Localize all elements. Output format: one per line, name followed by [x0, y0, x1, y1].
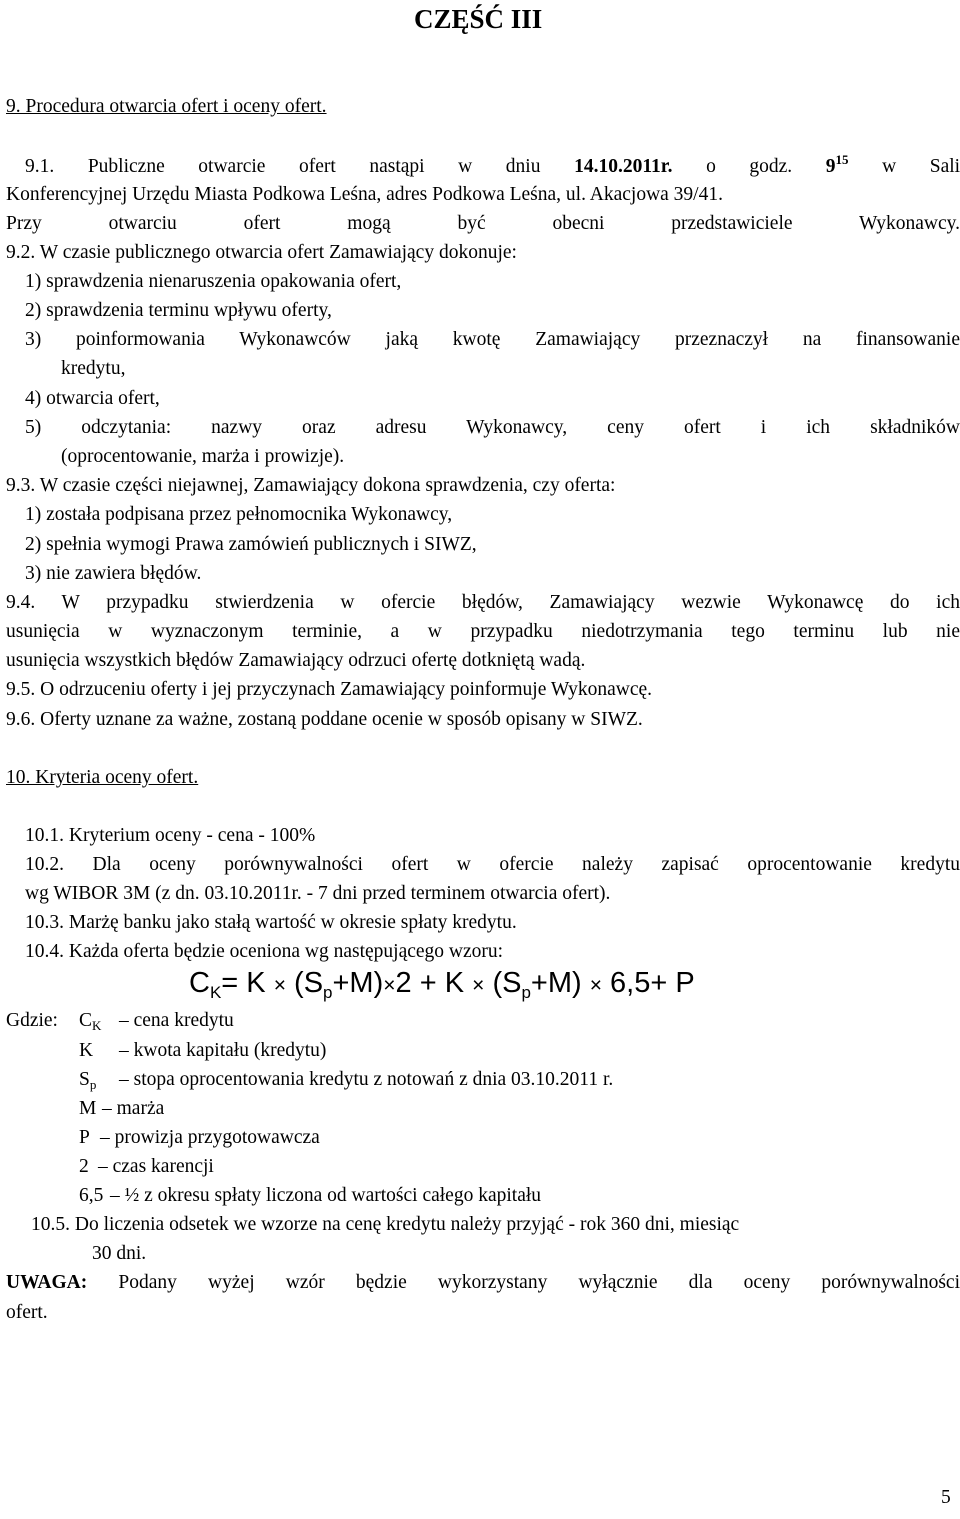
paragraph-10-5-line2: 30 dni.: [92, 1243, 147, 1264]
list-item: 5) odczytania: nazwy oraz adresu Wykonawcy, ceny ofert i ich składników: [25, 417, 960, 438]
section-10-heading: 10. Kryteria oceny ofert.: [6, 767, 199, 788]
page-number: 5: [941, 1487, 951, 1508]
opening-date: 14.10.2011r.: [574, 156, 673, 177]
paragraph-9-3-lead: 9.3. W czasie części niejawnej, Zamawiający dokona sprawdzenia, czy oferta:: [6, 475, 616, 496]
paragraph-10-3: 10.3. Marżę banku jako stałą wartość w okresie spłaty kredytu.: [25, 912, 517, 933]
legend-symbol: 2: [79, 1156, 89, 1177]
price-formula: $C_K= K \times (S_p+M)\times 2 + K \times (S_p+M) \times 6,5+ P$: [189, 967, 695, 1002]
list-item: 1) sprawdzenia nienaruszenia opakowania ofert,: [25, 271, 402, 292]
paragraph-9-4-line1: 9.4. W przypadku stwierdzenia w ofercie błędów, Zamawiający wezwie Wykonawcę do ich: [6, 592, 960, 613]
legend-symbol: K: [79, 1040, 94, 1061]
paragraph-9-4-line3: usunięcia wszystkich błędów Zamawiający odrzuci ofertę dotkniętą wadą.: [6, 650, 586, 671]
legend-description: – ½ z okresu spłaty liczona od wartości całego kapitału: [110, 1185, 542, 1206]
part-title: CZĘŚĆ III: [414, 4, 543, 34]
legend-symbol: M: [79, 1098, 97, 1119]
legend-description: – czas karencji: [98, 1156, 214, 1177]
multiply-icon: ×: [589, 974, 602, 997]
note-label: UWAGA:: [6, 1272, 88, 1293]
legend-symbol: P: [79, 1127, 90, 1148]
list-item: 3) nie zawiera błędów.: [25, 563, 202, 584]
list-item: 3) poinformowania Wykonawców jaką kwotę Zamawiający przeznaczył na finansowanie: [25, 329, 960, 350]
note-line1: UWAGA: Podany wyżej wzór będzie wykorzystany wyłącznie dla oceny porównywalności: [6, 1272, 960, 1293]
legend-description: – stopa oprocentowania kredytu z notowań z dnia 03.10.2011 r.: [119, 1069, 614, 1090]
multiply-icon: ×: [273, 974, 286, 997]
multiply-icon: ×: [383, 974, 396, 997]
list-item-continuation: kredytu,: [61, 358, 126, 379]
legend-symbol: $S_p$: [79, 1069, 97, 1092]
opening-hour: $9^{15}$: [825, 152, 849, 177]
legend-description: – prowizja przygotowawcza: [100, 1127, 320, 1148]
list-item: 1) została podpisana przez pełnomocnika Wykonawcy,: [25, 504, 453, 525]
list-item-continuation: (oprocentowanie, marża i prowizje).: [61, 446, 345, 467]
paragraph-9-4-line2: usunięcia w wyznaczonym terminie, a w przypadku niedotrzymania tego terminu lub nie: [6, 621, 960, 642]
legend-description: – marża: [102, 1098, 165, 1119]
legend-symbol: 6,5: [79, 1185, 104, 1206]
legend-prefix: Gdzie:: [6, 1010, 58, 1031]
paragraph-9-1-line2: Konferencyjnej Urzędu Miasta Podkowa Leśna, adres Podkowa Leśna, ul. Akacjowa 39/41.: [6, 184, 723, 205]
paragraph-10-2-line2: wg WIBOR 3M (z dn. 03.10.2011r. - 7 dni przed terminem otwarcia ofert).: [25, 883, 611, 904]
legend-description: – cena kredytu: [119, 1010, 234, 1031]
paragraph-10-2-line1: 10.2. Dla oceny porównywalności ofert w ofercie należy zapisać oprocentowanie kredytu: [25, 854, 960, 875]
list-item: 2) spełnia wymogi Prawa zamówień publicznych i SIWZ,: [25, 534, 477, 555]
section-9-heading: 9. Procedura otwarcia ofert i oceny ofert.: [6, 96, 327, 117]
legend-symbol: $C_K$: [79, 1010, 102, 1033]
multiply-icon: ×: [472, 974, 485, 997]
paragraph-9-1-line1: 9.1. Publiczne otwarcie ofert nastąpi w dniu 14.10.2011r. o godz. $9^{15}$ w Sali: [25, 152, 960, 177]
paragraph-9-2-lead: 9.2. W czasie publicznego otwarcia ofert Zamawiający dokonuje:: [6, 242, 517, 263]
list-item: 2) sprawdzenia terminu wpływu oferty,: [25, 300, 332, 321]
paragraph-10-5-line1: 10.5. Do liczenia odsetek we wzorze na cenę kredytu należy przyjąć - rok 360 dni, miesiąc: [31, 1214, 740, 1235]
paragraph-9-5: 9.5. O odrzuceniu oferty i jej przyczynach Zamawiający poinformuje Wykonawcę.: [6, 679, 653, 700]
paragraph-10-1: 10.1. Kryterium oceny - cena - 100%: [25, 825, 316, 846]
paragraph-10-4: 10.4. Każda oferta będzie oceniona wg następującego wzoru:: [25, 941, 504, 962]
list-item: 4) otwarcia ofert,: [25, 388, 160, 409]
paragraph-9-6: 9.6. Oferty uznane za ważne, zostaną poddane ocenie w sposób opisany w SIWZ.: [6, 709, 643, 730]
note-line2: ofert.: [6, 1302, 48, 1323]
legend-description: – kwota kapitału (kredytu): [119, 1040, 327, 1061]
